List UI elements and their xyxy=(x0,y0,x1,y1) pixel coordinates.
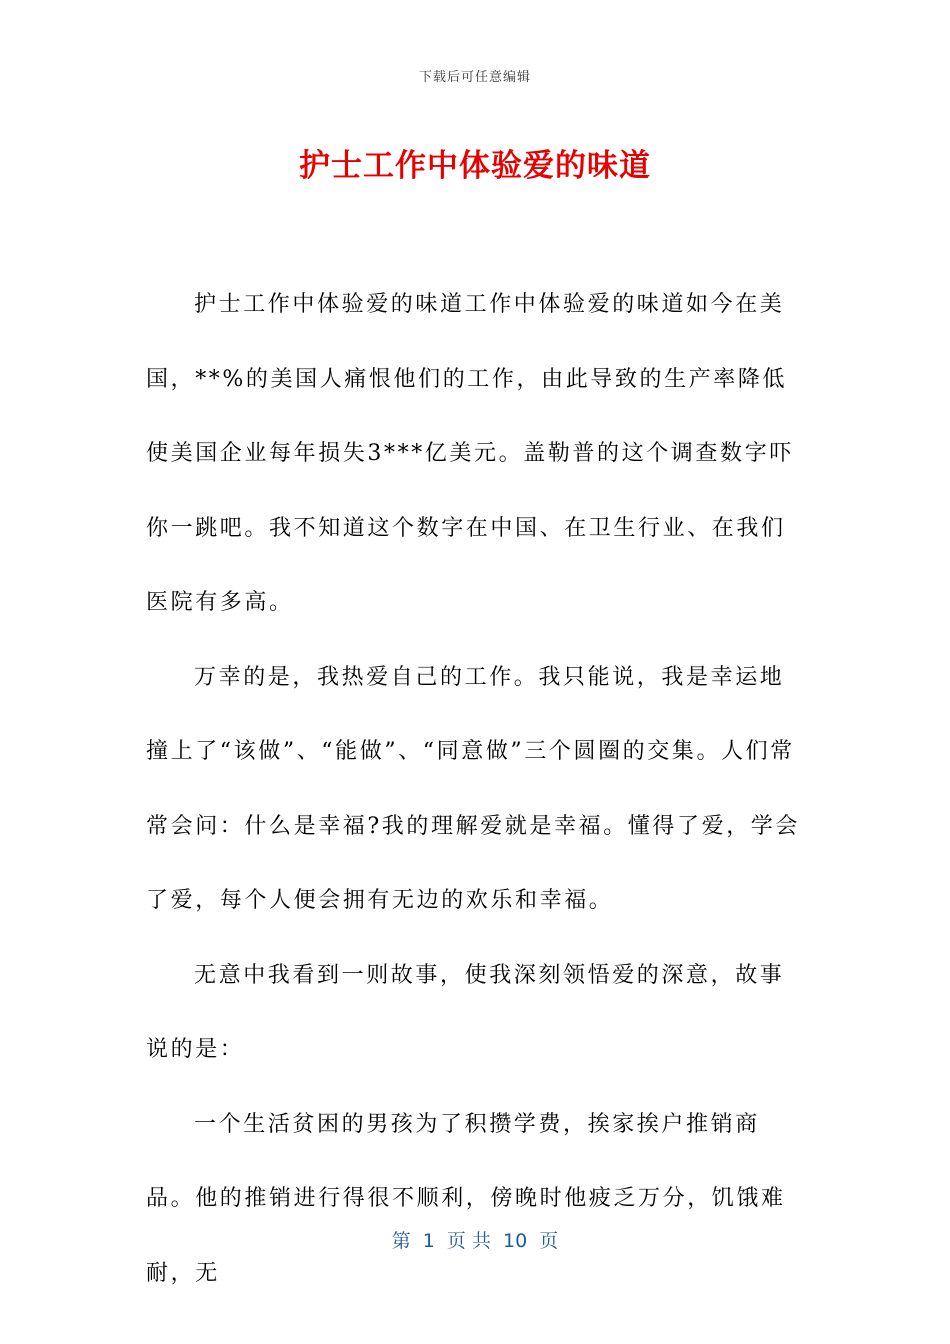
paragraph-4: 一个生活贫困的男孩为了积攒学费，挨家挨户推销商品。他的推销进行得很不顺利，傍晚时他疲乏万分，饥饿难耐，无 xyxy=(146,1111,786,1286)
header-note: 下载后可任意编辑 xyxy=(418,70,531,85)
paragraph-3: 无意中我看到一则故事，使我深刻领悟爱的深意，故事说的是： xyxy=(146,962,785,1062)
page-footer: 第 1 页 共 10 页 xyxy=(391,1230,559,1252)
paragraph-2: 万幸的是，我热爱自己的工作。我只能说，我是幸运地撞上了“该做”、“能做”、“同意做”三个圆圈的交集。人们常常会问：什么是幸福?我的理解爱就是幸福。懂得了爱，学会了爱，每个人便会拥有无边的欢乐和幸福。 xyxy=(146,664,800,913)
document-body xyxy=(146,268,806,1311)
paragraph-1: 护士工作中体验爱的味道工作中体验爱的味道如今在美国，**%的美国人痛恨他们的工作，由此导致的生产率降低使美国企业每年损失3***亿美元。盖勒普的这个调查数字吓你一跳吧。我不知道这个数字在中国、在卫生行业、在我们医院有多高。 xyxy=(146,292,794,615)
document-title: 护士工作中体验爱的味道 xyxy=(299,148,651,184)
